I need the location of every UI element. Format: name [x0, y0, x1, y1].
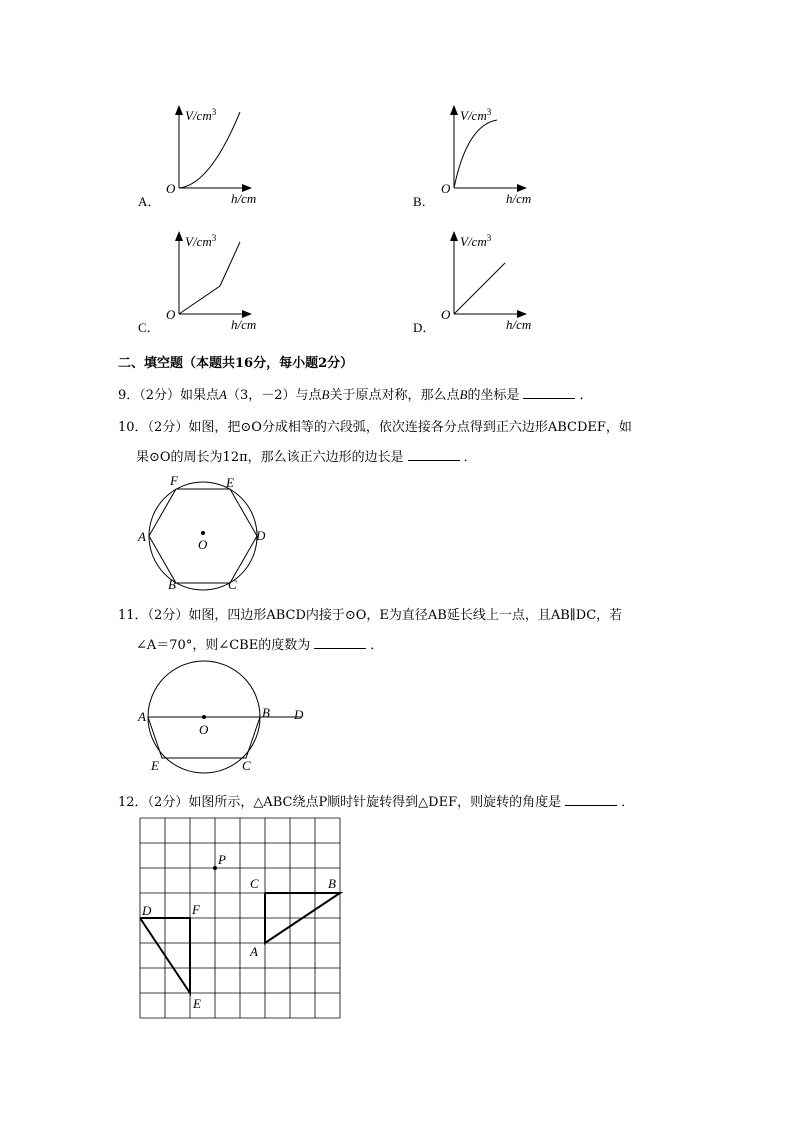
- q10-line1: 10．（2分）如图，把⊙O分成相等的六段弧，依次连接各分点得到正六边形ABCDEF，如: [118, 420, 632, 435]
- q11-label-o: O: [199, 722, 209, 737]
- q12-label-e: E: [193, 996, 201, 1011]
- graph-d: [405, 226, 545, 341]
- q11-label-a: A: [138, 709, 146, 724]
- q9-answer-blank[interactable]: [523, 386, 575, 399]
- graph-d-y-arrow: [450, 231, 458, 241]
- q12-label-c: C: [250, 876, 259, 891]
- q9-text-before: 9．（2分）如果点: [118, 388, 220, 403]
- q12-label-f: F: [192, 902, 200, 917]
- q9-coords: （3，－2）与点: [227, 388, 322, 403]
- q12-label-b: B: [328, 876, 336, 891]
- graph-a-option: A．: [138, 194, 161, 209]
- q10-end: ．: [463, 450, 477, 465]
- q10-label-b: B: [168, 577, 176, 592]
- q10-label-o: O: [198, 537, 208, 552]
- q12-line: [118, 791, 634, 810]
- q9-point-a: A: [219, 387, 227, 402]
- q11-end: ．: [370, 638, 384, 653]
- graph-b-curve: [454, 120, 497, 188]
- q10-center-dot: [201, 531, 205, 535]
- graph-c-origin: O: [166, 307, 176, 322]
- graph-c-y-arrow: [175, 231, 183, 241]
- q12-label-a: A: [250, 944, 258, 959]
- q10-label-f: F: [170, 473, 178, 488]
- q12-end: ．: [621, 795, 635, 810]
- q10-label-e: E: [226, 475, 234, 490]
- graph-c-x-label: h/cm: [231, 317, 257, 332]
- q10-label-c: C: [228, 577, 237, 592]
- graph-d-x-label: h/cm: [506, 317, 532, 332]
- q10-line2-text: 果⊙O的周长为12π，那么该正六边形的边长是: [136, 450, 404, 465]
- q12-grid-figure: [140, 818, 342, 1020]
- graph-b-origin: O: [441, 181, 451, 196]
- q11-label-d: E: [151, 758, 159, 773]
- graph-d-origin: O: [441, 307, 451, 322]
- q12-label-d: D: [142, 903, 152, 918]
- q12-label-p: P: [218, 852, 226, 867]
- section-heading: 二、填空题（本题共16分，每小题2分）: [118, 356, 354, 371]
- q11-answer-blank[interactable]: [314, 636, 366, 649]
- q11-center-dot: [202, 715, 206, 719]
- graph-a-curve: [179, 112, 240, 188]
- q10-label-d: D: [256, 528, 266, 543]
- q10-hexagon: [149, 489, 257, 583]
- q10-figure: [138, 474, 268, 594]
- q10-circle: [149, 482, 257, 590]
- graph-c-option: C．: [138, 320, 160, 335]
- graph-c: [130, 226, 270, 341]
- q9-end: ．: [579, 388, 593, 403]
- q9-point-b2: B: [459, 387, 468, 402]
- q11-line1: 11．（2分）如图，四边形ABCD内接于⊙O，E为直径AB延长线上一点，且AB∥DC，若: [118, 608, 623, 623]
- graph-d-option: D．: [413, 320, 436, 335]
- graph-c-y-label: $V/cm^3$: [185, 233, 217, 249]
- graph-c-line: [179, 242, 240, 314]
- graph-a-x-label: h/cm: [231, 191, 257, 206]
- graph-d-y-label: $V/cm^3$: [460, 233, 492, 249]
- graph-d-line: [454, 263, 505, 314]
- question-9: [118, 384, 593, 403]
- q9-point-b: B: [321, 387, 330, 402]
- q9-tail: 的坐标是: [467, 388, 520, 403]
- graph-b-x-label: h/cm: [506, 191, 532, 206]
- q10-line2: [136, 446, 477, 465]
- graph-a: [130, 100, 270, 215]
- q11-line2: [136, 634, 383, 653]
- graph-a-y-arrow: [175, 105, 183, 115]
- graph-b-y-label: $V/cm^3$: [460, 107, 492, 123]
- q10-answer-blank[interactable]: [408, 448, 460, 461]
- graph-a-origin: O: [166, 181, 176, 196]
- graph-a-y-label: $V/cm^3$: [185, 107, 217, 123]
- q11-line2-text: ∠A＝70°，则∠CBE的度数为: [136, 638, 311, 653]
- q9-text-after: 关于原点对称，那么点: [329, 388, 460, 403]
- graph-b-y-arrow: [450, 105, 458, 115]
- q11-label-e: D: [294, 707, 304, 722]
- q11-label-b: B: [262, 705, 270, 720]
- q12-text: 12．（2分）如图所示，△ABC绕点P顺时针旋转得到△DEF，则旋转的角度是: [118, 795, 562, 810]
- graph-b: [405, 100, 545, 215]
- q11-figure: [138, 660, 318, 780]
- q12-point-p: [213, 866, 217, 870]
- q10-label-a: A: [138, 529, 146, 544]
- q12-answer-blank[interactable]: [565, 793, 617, 806]
- q11-label-c: C: [242, 758, 251, 773]
- graph-b-option: B．: [413, 194, 435, 209]
